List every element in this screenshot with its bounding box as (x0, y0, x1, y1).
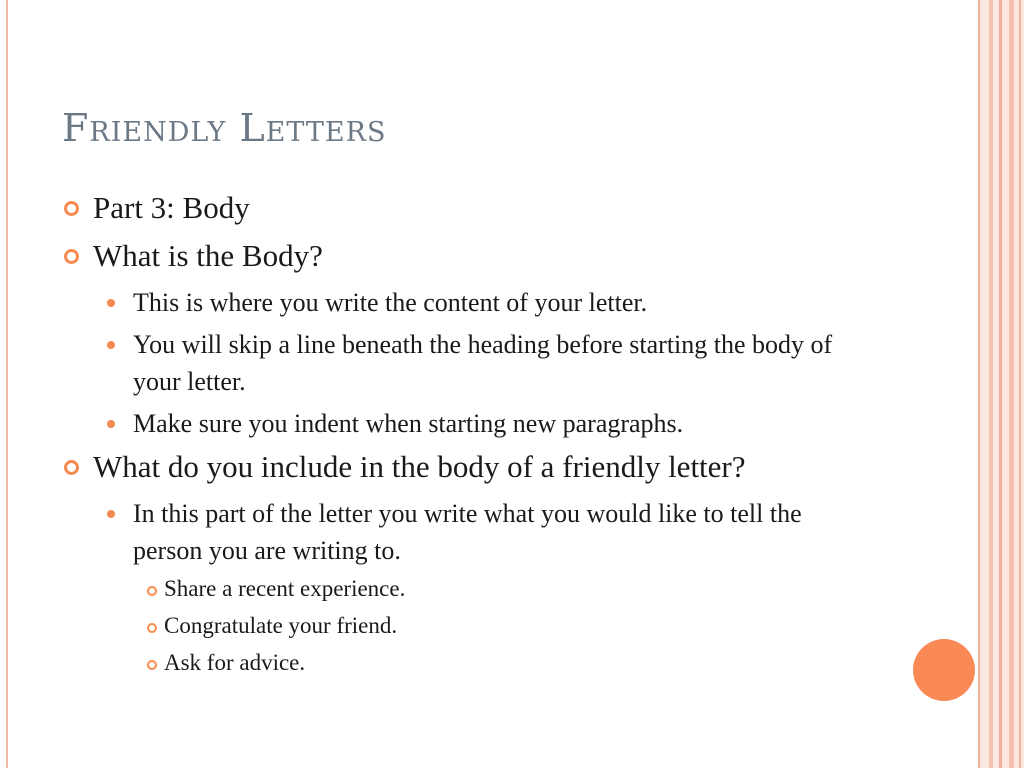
bullet-text: What do you include in the body of a friendly letter? (93, 449, 746, 484)
sub-sub-bullet-text: Congratulate your friend. (164, 613, 398, 638)
left-border-line (6, 0, 8, 768)
sub-sub-bullet-item (62, 574, 852, 604)
sub-sub-bullet-item (62, 648, 852, 678)
sub-bullet-item (62, 326, 852, 400)
sub-bullet-item (62, 405, 852, 442)
sub-sub-bullet-text: Ask for advice. (164, 650, 306, 675)
bullet-text: What is the Body? (93, 238, 323, 273)
dot-bullet-icon (107, 341, 115, 349)
decorative-stripe (1009, 0, 1014, 768)
dot-bullet-icon (107, 299, 115, 307)
decorative-stripe (978, 0, 980, 768)
small-ring-bullet-icon (147, 623, 157, 633)
sub-bullet-item (62, 495, 852, 569)
sub-sub-bullet-item (62, 611, 852, 641)
sub-bullet-item (62, 284, 852, 321)
ring-bullet-icon (64, 460, 79, 475)
sub-sub-bullet-text: Share a recent experience. (164, 576, 406, 601)
dot-bullet-icon (107, 420, 115, 428)
sub-bullet-text: You will skip a line beneath the heading before starting the body of your letter. (133, 330, 833, 396)
sub-bullet-text: This is where you write the content of your letter. (133, 288, 648, 317)
dot-bullet-icon (107, 510, 115, 518)
ring-bullet-icon (64, 201, 79, 216)
bullet-item (62, 188, 852, 228)
slide-title: Friendly Letters (62, 106, 387, 150)
decorative-stripe (1019, 0, 1021, 768)
small-ring-bullet-icon (147, 660, 157, 670)
ring-bullet-icon (64, 249, 79, 264)
accent-circle-icon (913, 639, 975, 701)
small-ring-bullet-icon (147, 586, 157, 596)
sub-bullet-text: In this part of the letter you write what you would like to tell the person you are writing to. (133, 499, 802, 565)
bullet-item (62, 236, 852, 276)
bullet-text: Part 3: Body (93, 190, 250, 225)
bullet-item (62, 447, 852, 487)
slide-body (62, 188, 852, 685)
sub-bullet-text: Make sure you indent when starting new paragraphs. (133, 409, 684, 438)
decorative-stripe (989, 0, 993, 768)
decorative-stripe (999, 0, 1002, 768)
